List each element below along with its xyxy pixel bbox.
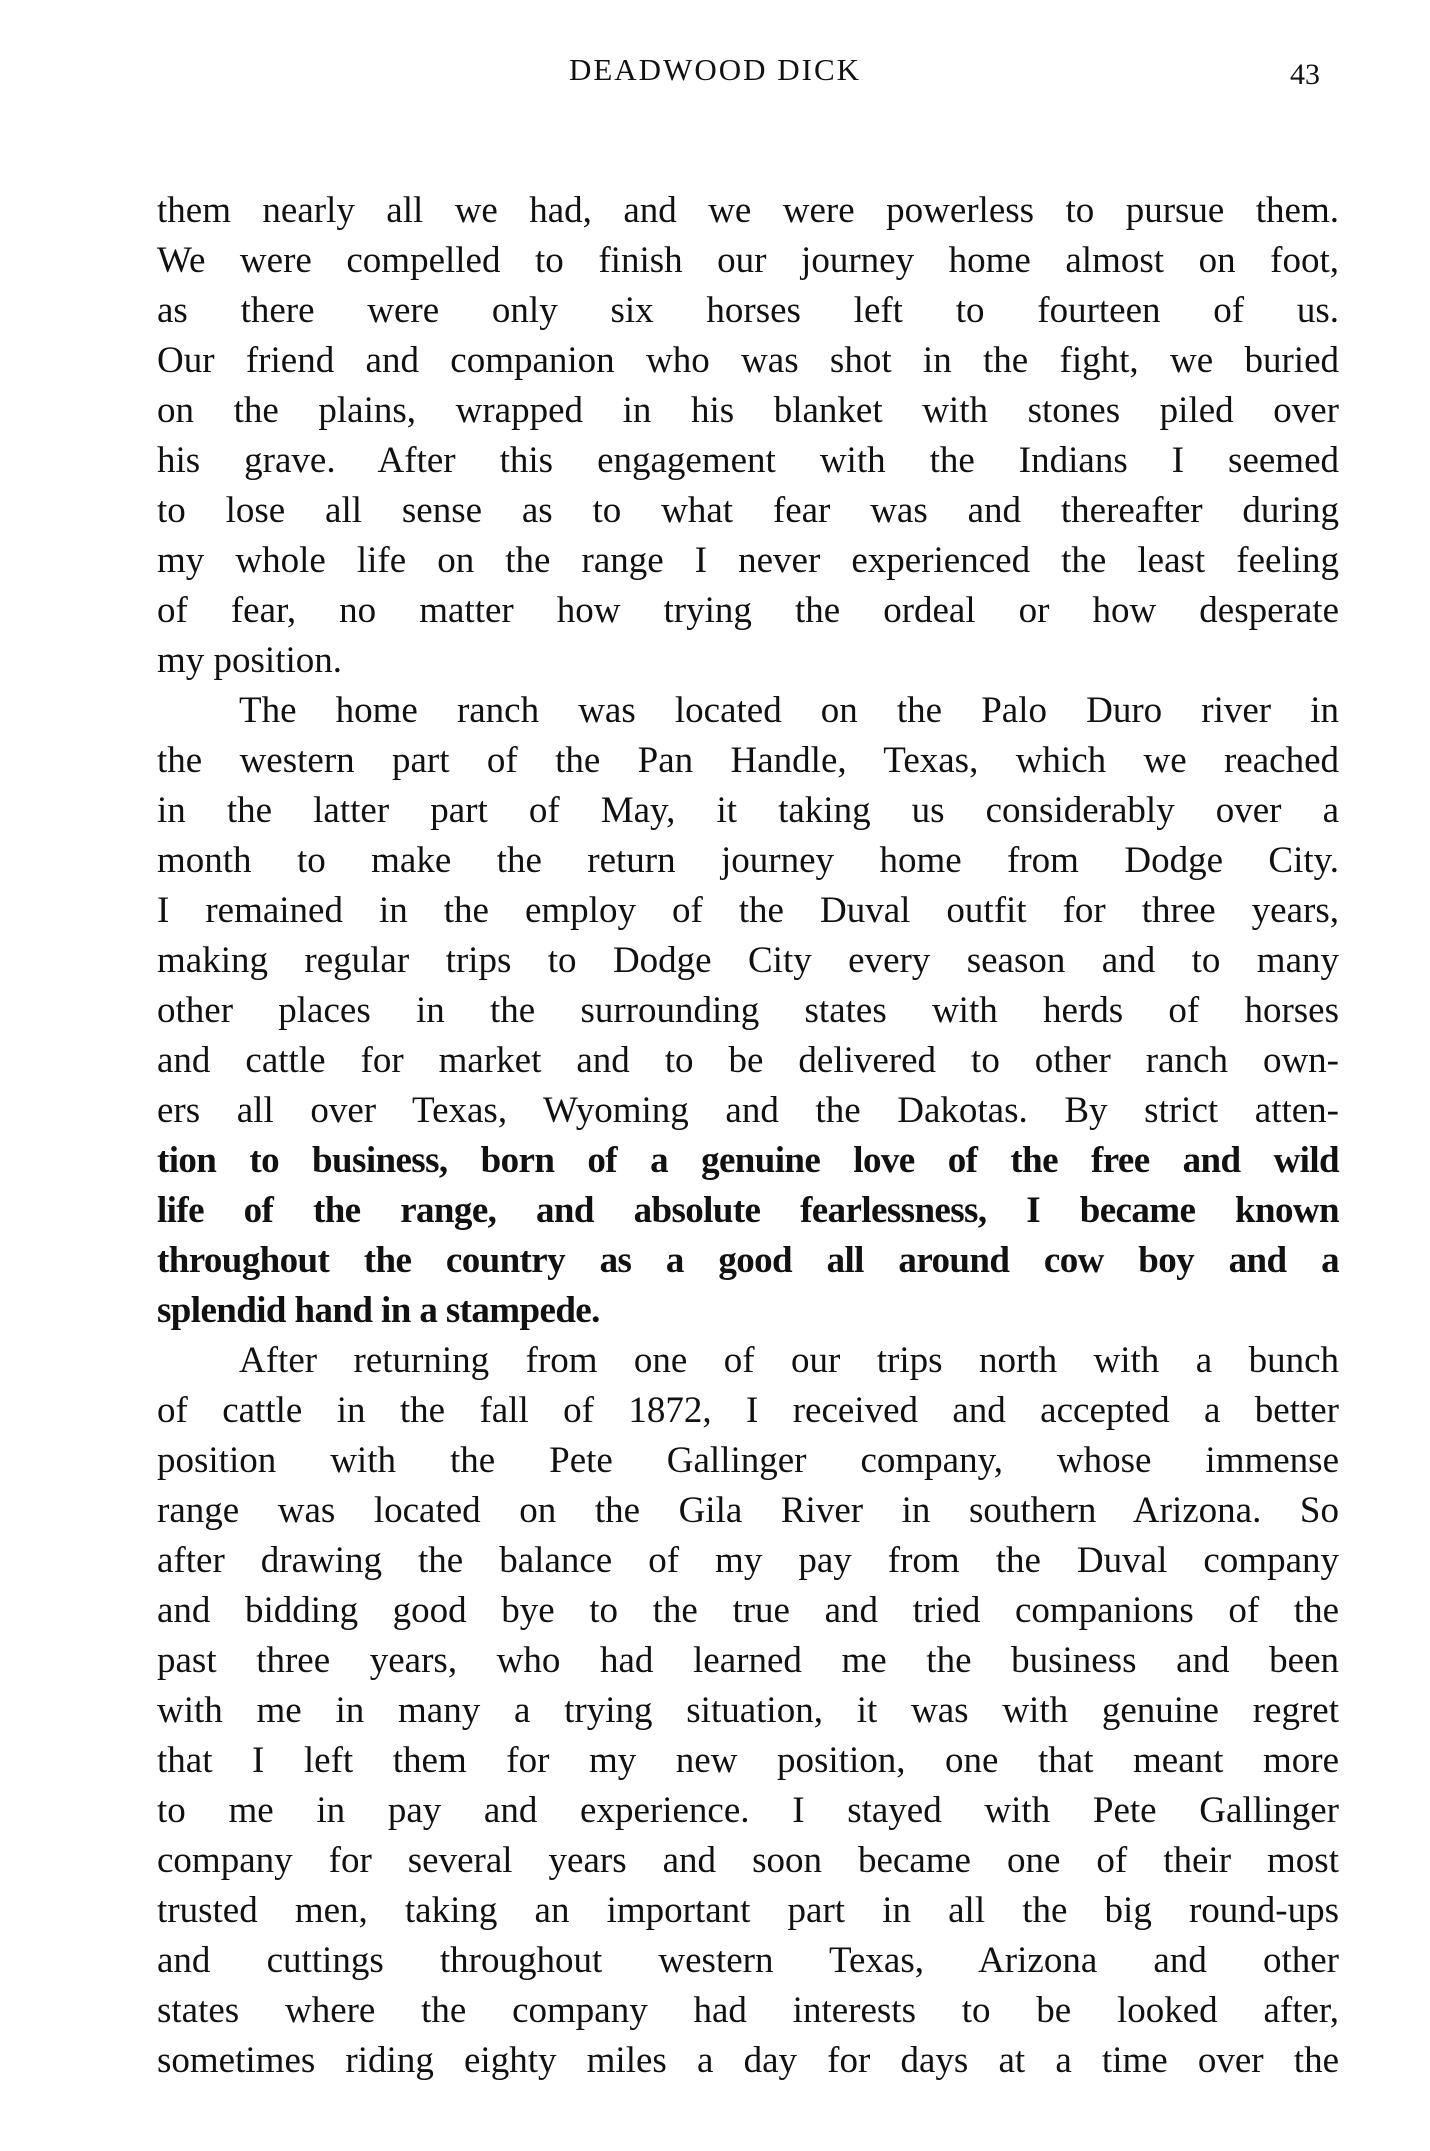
text-line: them nearly all we had, and we were powerless to pursue them. (157, 190, 1339, 231)
text-line: of cattle in the fall of 1872, I received and accepted a better (157, 1390, 1339, 1431)
text-line: to lose all sense as to what fear was and thereafter during (157, 490, 1339, 531)
text-line: life of the range, and absolute fearlessness, I became known (157, 1190, 1339, 1231)
text-line: Our friend and companion who was shot in the fight, we buried (157, 340, 1339, 381)
text-line: We were compelled to finish our journey home almost on foot, (157, 240, 1339, 281)
text-line: splendid hand in a stampede. (157, 1290, 600, 1331)
text-line: states where the company had interests to be looked after, (157, 1990, 1339, 2031)
text-line: company for several years and soon became one of their most (157, 1840, 1339, 1881)
text-line: throughout the country as a good all around cow boy and a (157, 1240, 1339, 1281)
text-line: sometimes riding eighty miles a day for days at a time over the (157, 2040, 1339, 2081)
text-line: making regular trips to Dodge City every season and to many (157, 940, 1339, 981)
text-line: on the plains, wrapped in his blanket with stones piled over (157, 390, 1339, 431)
paragraph (157, 686, 1339, 1336)
text-line: my position. (157, 640, 343, 681)
text-line: as there were only six horses left to fourteen of us. (157, 290, 1339, 331)
text-line: in the latter part of May, it taking us considerably over a (157, 790, 1339, 831)
text-line: after drawing the balance of my pay from the Duval company (157, 1540, 1339, 1581)
text-line: position with the Pete Gallinger company, whose immense (157, 1440, 1339, 1481)
text-line: to me in pay and experience. I stayed with Pete Gallinger (157, 1790, 1339, 1831)
text-line: other places in the surrounding states with herds of horses (157, 990, 1339, 1031)
text-line: and cuttings throughout western Texas, Arizona and other (157, 1940, 1339, 1981)
page-number: 43 (1290, 58, 1320, 91)
text-line: I remained in the employ of the Duval outfit for three years, (157, 890, 1339, 931)
text-line: that I left them for my new position, one that meant more (157, 1740, 1339, 1781)
text-line: trusted men, taking an important part in all the big round-ups (157, 1890, 1339, 1931)
text-line: of fear, no matter how trying the ordeal or how desperate (157, 590, 1339, 631)
text-line: my whole life on the range I never experienced the least feeling (157, 540, 1339, 581)
running-head: DEADWOOD DICK (568, 52, 862, 87)
text-line: and bidding good bye to the true and tried companions of the (157, 1590, 1339, 1631)
text-line: After returning from one of our trips north with a bunch (239, 1340, 1339, 1381)
paragraph (157, 186, 1339, 686)
text-line: tion to business, born of a genuine love of the free and wild (157, 1140, 1339, 1181)
text-line: with me in many a trying situation, it was with genuine regret (157, 1690, 1339, 1731)
text-line: month to make the return journey home from Dodge City. (157, 840, 1339, 881)
text-line: his grave. After this engagement with the Indians I seemed (157, 440, 1339, 481)
text-line: The home ranch was located on the Palo Duro river in (239, 690, 1339, 731)
text-line: ers all over Texas, Wyoming and the Dakotas. By strict atten- (157, 1090, 1339, 1131)
text-line: past three years, who had learned me the business and been (157, 1640, 1339, 1681)
text-line: and cattle for market and to be delivered to other ranch own- (157, 1040, 1339, 1081)
text-line: range was located on the Gila River in southern Arizona. So (157, 1490, 1339, 1531)
paragraph (157, 1336, 1339, 2086)
body-text (157, 186, 1339, 2086)
text-line: the western part of the Pan Handle, Texas, which we reached (157, 740, 1339, 781)
